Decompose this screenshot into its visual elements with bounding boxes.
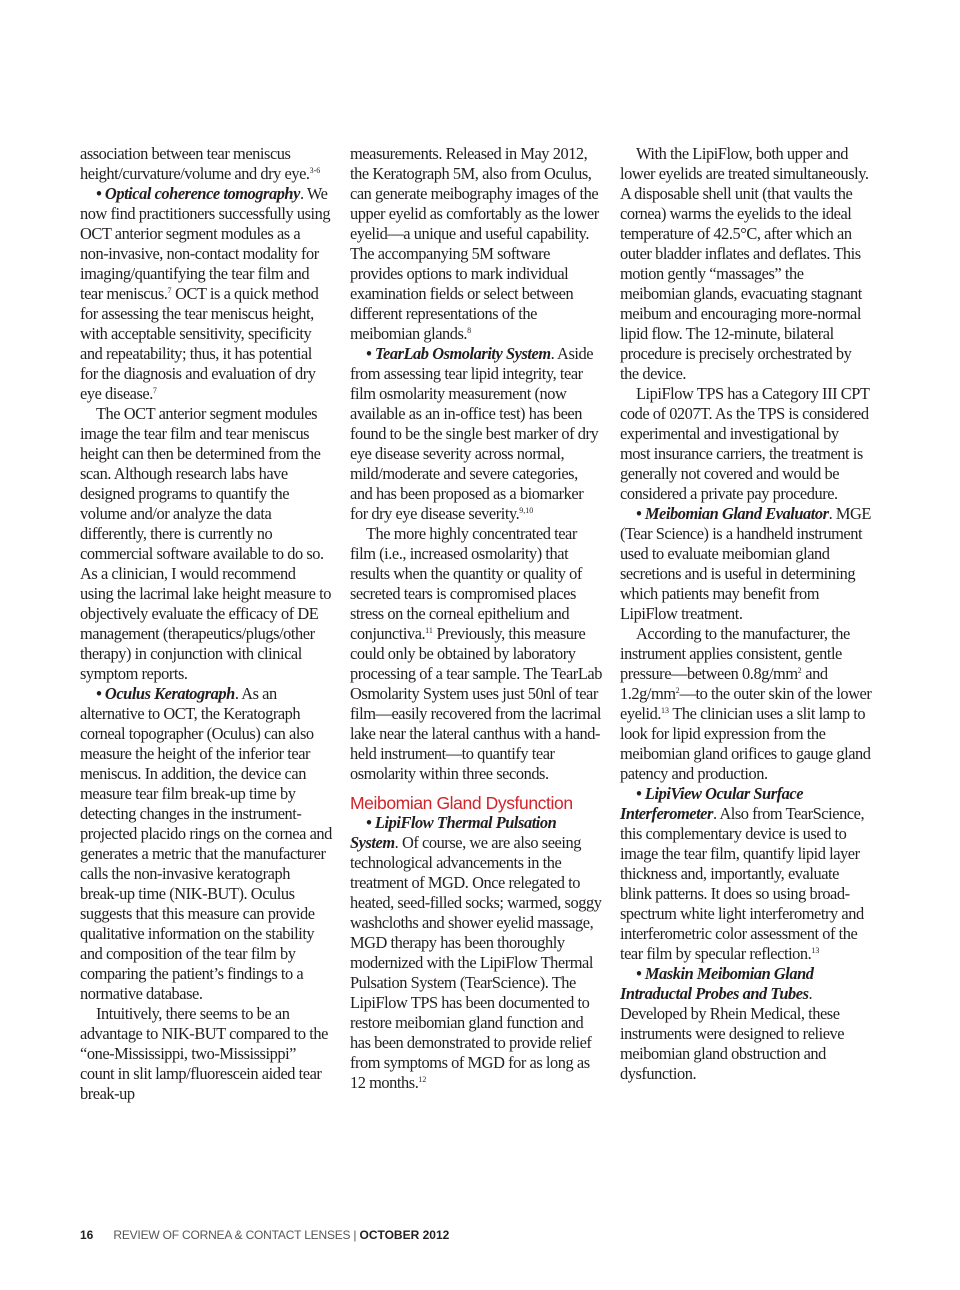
bullet-heading: • Oculus Keratograph <box>96 684 235 703</box>
text-run: The more highly concentrated tear film (i.e., increased osmolarity) that results when the quantity or quality of secreted tears is compromised places stress on the corneal epithelium and conjunctiva. <box>350 524 582 643</box>
bullet-heading: • LipiView Ocular Surface Interferometer <box>620 784 804 823</box>
text-run: . Aside from assessing tear lipid integrity, tear film osmolarity measurement (now available as an in-office test) has been found to be the single best marker of dry eye disease severity across normal, mild/moderate and severe categories, and has been proposed as a biomarker for dry eye disease severity. <box>350 344 599 523</box>
bullet-heading: • Meibomian Gland Evaluator <box>636 504 829 523</box>
bullet-heading: • Maskin Meibomian Gland Intraductal Probes and Tubes <box>620 964 814 1003</box>
body-paragraph <box>350 524 602 784</box>
bullet-heading: • TearLab Osmolarity System <box>366 344 551 363</box>
reference-superscript: 7 <box>152 386 157 395</box>
reference-superscript: 13 <box>811 946 820 955</box>
body-paragraph <box>80 184 332 404</box>
text-column-3 <box>620 144 872 1084</box>
section-heading: Meibomian Gland Dysfunction <box>350 793 573 813</box>
body-paragraph <box>620 504 872 624</box>
body-paragraph <box>350 344 602 524</box>
text-run: measurements. Released in May 2012, the Keratograph 5M, also from Oculus, can generate meibography images of the upper eyelid as comfortably as the lower eyelid—a unique and useful capability. The accompanying 5M software provides options to mark individual examination fields or select between different representations of the meibomian glands. <box>350 144 599 343</box>
journal-name: REVIEW OF CORNEA & CONTACT LENSES <box>113 1228 351 1242</box>
text-run: The clinician uses a slit lamp to look for lipid expression from the meibomian gland orifices to gauge gland patency and production. <box>620 704 871 783</box>
bullet-heading: • Optical coherence tomography <box>96 184 300 203</box>
reference-superscript: 7 <box>167 286 172 295</box>
bullet-heading: • LipiFlow Thermal Pulsation System <box>350 813 557 852</box>
text-run: The OCT anterior segment modules image the tear film and tear meniscus height can then be determined from the scan. Although research labs have designed programs to quantify the volume and/or analyze the data differently, there is currently no commercial software available to do so. As a clinician, I would recommend using the lacrimal lake height measure to objectively evaluate the efficacy of DE management (therapeutics/plugs/other therapy) in conjunction with clinical symptom reports. <box>80 404 331 683</box>
text-run: . As an alternative to OCT, the Keratograph corneal topographer (Oculus) can also measure the height of the inferior tear meniscus. In addition, the device can measure tear film break-up time by detecting changes in the instrument-projected placido rings on the cornea and generates a metric that the manufacturer calls the non-invasive keratograph break-up time (NIK-BUT). Oculus suggests that this measure can provide qualitative information on the stability and composition of the tear film by comparing the patient’s findings to a normative database. <box>80 684 332 1003</box>
body-paragraph <box>80 684 332 1004</box>
text-run: . Also from TearScience, this complementary device is used to image the tear film, quantify lipid layer thickness and, importantly, evaluate blink patterns. It does so using broad-spectrum white light interferometry and interferometric color assessment of the tear film by specular reflection. <box>620 804 865 963</box>
text-run: association between tear meniscus height/curvature/volume and dry eye. <box>80 144 310 183</box>
body-paragraph <box>80 404 332 684</box>
reference-superscript: 8 <box>467 326 472 335</box>
text-run: . MGE (Tear Science) is a handheld instrument used to evaluate meibomian gland secretions and is useful in determining which patients may benefit from LipiFlow treatment. <box>620 504 871 623</box>
reference-superscript: 9,10 <box>519 506 534 515</box>
text-run: According to the manufacturer, the instrument applies consistent, gentle pressure—between 0.8g/mm <box>620 624 850 683</box>
text-run: and 1.2g/mm <box>620 664 828 703</box>
body-paragraph <box>620 964 872 1084</box>
text-run: . Of course, we are also seeing technological advancements in the treatment of MGD. Once relegated to heated, seed-filled socks; warmed, soggy washcloths and shower eyelid massage, MGD therapy has been thoroughly modernized with the LipiFlow Thermal Pulsation System (TearScience). The LipiFlow TPS has been documented to restore meibomian gland function and has been demonstrated to provide relief from symptoms of MGD for as long as 12 months. <box>350 833 602 1092</box>
body-paragraph <box>620 384 872 504</box>
text-run: Previously, this measure could only be obtained by laboratory processing of a tear sample. The TearLab Osmolarity System uses just 50nl of tear film—easily recovered from the lacrimal lake near the lateral canthus with a hand-held instrument—to quantify tear osmolarity within three seconds. <box>350 624 602 783</box>
body-paragraph <box>620 144 872 384</box>
reference-superscript: 2 <box>675 686 680 695</box>
body-paragraph <box>620 784 872 964</box>
text-run: . Developed by Rhein Medical, these instruments were designed to relieve meibomian gland obstruction and dysfunction. <box>620 984 845 1083</box>
reference-superscript: 12 <box>418 1075 427 1084</box>
text-column-1 <box>80 144 332 1104</box>
text-run: OCT is a quick method for assessing the tear meniscus height, with acceptable sensitivity, specificity and repeatability; thus, it has potential for the diagnosis and evaluation of dry eye disease. <box>80 284 319 403</box>
body-paragraph <box>350 813 602 1093</box>
text-column-2 <box>350 144 602 1093</box>
body-paragraph <box>350 144 602 344</box>
text-run: . We now find practitioners successfully using OCT anterior segment modules as a non-invasive, non-contact modality for imaging/quantifying the tear film and tear meniscus. <box>80 184 331 303</box>
issue-date: OCTOBER 2012 <box>359 1228 450 1242</box>
body-paragraph <box>80 144 332 184</box>
reference-superscript: 13 <box>661 706 669 715</box>
text-run: Intuitively, there seems to be an advantage to NIK-BUT compared to the “one-Mississippi, two-Mississippi” count in slit lamp/fluorescein aided tear break-up <box>80 1004 328 1103</box>
page-footer <box>80 1228 449 1242</box>
reference-superscript: 3-6 <box>309 166 321 175</box>
reference-superscript: 2 <box>797 666 802 675</box>
body-paragraph <box>80 1004 332 1104</box>
text-run: —to the outer skin of the lower eyelid. <box>620 684 872 723</box>
footer-separator: | <box>353 1228 357 1242</box>
text-run: LipiFlow TPS has a Category III CPT code of 0207T. As the TPS is considered experimental and investigational by most insurance carriers, the treatment is generally not covered and would be considered a private pay procedure. <box>620 384 870 503</box>
text-run: With the LipiFlow, both upper and lower eyelids are treated simultaneously. A disposable shell unit (that vaults the cornea) warms the eyelids to the ideal temperature of 42.5°C, after which an outer bladder inflates and deflates. This motion gently “massages” the meibomian glands, evacuating stagnant meibum and encouraging more-normal lipid flow. The 12-minute, bilateral procedure is precisely orchestrated by the device. <box>620 144 869 383</box>
body-paragraph <box>620 624 872 784</box>
page-number: 16 <box>80 1228 94 1242</box>
reference-superscript: 11 <box>425 626 433 635</box>
